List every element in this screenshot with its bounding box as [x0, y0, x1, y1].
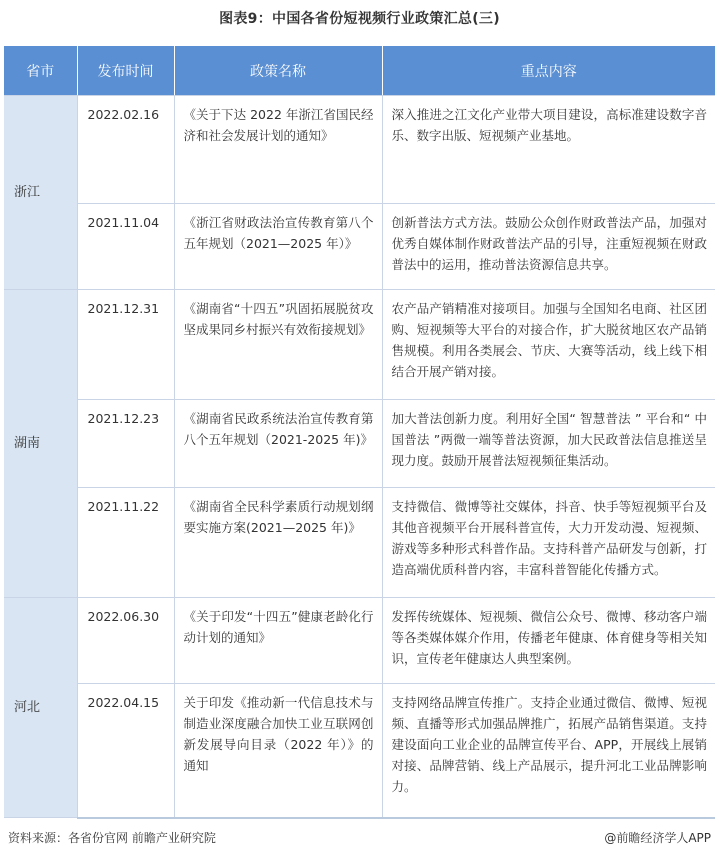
- brand-credit: @前瞻经济学人APP: [604, 831, 711, 845]
- header-content: 重点内容: [382, 46, 715, 96]
- header-policy: 政策名称: [174, 46, 382, 96]
- province-cell: 浙江: [4, 96, 77, 290]
- province-cell: 河北: [4, 598, 77, 818]
- date-cell: 2021.12.31: [77, 290, 174, 400]
- policy-table: [4, 46, 715, 819]
- table-header-row: [4, 46, 715, 96]
- content-cell: 农产品产销精准对接项目。加强与全国知名电商、社区团购、短视频等大平台的对接合作，扩大脱贫地区农产品销售规模。利用各类展会、节庆、大赛等活动，线上线下相结合开展产销对接。: [382, 290, 715, 400]
- content-cell: 支持网络品牌宣传推广。支持企业通过微信、微博、短视频、直播等形式加强品牌推广，拓展产品销售渠道。支持建设面向工业企业的品牌宣传平台、APP，开展线上展销对接、品牌营销、线上产品展示，提升河北工业品牌影响力。: [382, 684, 715, 818]
- date-cell: 2021.12.23: [77, 400, 174, 488]
- table-row: [4, 400, 715, 488]
- content-cell: 加大普法创新力度。利用好全国“ 智慧普法 ” 平台和“ 中国普法 ”两微一端等普法资源，加大民政普法信息推送呈现力度。鼓励开展普法短视频征集活动。: [382, 400, 715, 488]
- content-cell: 深入推进之江文化产业带大项目建设，高标准建设数字音乐、数字出版、短视频产业基地。: [382, 96, 715, 204]
- policy-name-cell: 《浙江省财政法治宣传教育第八个五年规划（2021—2025 年）》: [174, 204, 382, 290]
- policy-name-cell: 关于印发《推动新一代信息技术与制造业深度融合加快工业互联网创新发展导向目录（2022 年）》的通知: [174, 684, 382, 818]
- date-cell: 2022.06.30: [77, 598, 174, 684]
- date-cell: 2022.04.15: [77, 684, 174, 818]
- header-date: 发布时间: [77, 46, 174, 96]
- header-province: 省市: [4, 46, 77, 96]
- table-row: [4, 290, 715, 400]
- content-cell: 发挥传统媒体、短视频、微信公众号、微博、移动客户端等各类媒体媒介作用，传播老年健康、体育健身等相关知识，宣传老年健康达人典型案例。: [382, 598, 715, 684]
- policy-name-cell: 《湖南省全民科学素质行动规划纲要实施方案(2021—2025 年)》: [174, 488, 382, 598]
- date-cell: 2022.02.16: [77, 96, 174, 204]
- table-row: [4, 488, 715, 598]
- date-cell: 2021.11.04: [77, 204, 174, 290]
- province-cell: 湖南: [4, 290, 77, 598]
- source-note: 资料来源：各省份官网 前瞻产业研究院: [8, 831, 216, 845]
- policy-name-cell: 《湖南省民政系统法治宣传教育第八个五年规划（2021-2025 年)》: [174, 400, 382, 488]
- policy-name-cell: 《关于印发“十四五”健康老龄化行动计划的通知》: [174, 598, 382, 684]
- content-cell: 创新普法方式方法。鼓励公众创作财政普法产品，加强对优秀自媒体制作财政普法产品的引导，注重短视频在财政普法中的运用，推动普法资源信息共享。: [382, 204, 715, 290]
- table-row: [4, 684, 715, 818]
- figure-title: 图表9：中国各省份短视频行业政策汇总(三): [219, 11, 500, 27]
- table-row: [4, 96, 715, 204]
- policy-name-cell: 《关于下达 2022 年浙江省国民经济和社会发展计划的通知》: [174, 96, 382, 204]
- date-cell: 2021.11.22: [77, 488, 174, 598]
- content-cell: 支持微信、微博等社交媒体，抖音、快手等短视频平台及其他音视频平台开展科普宣传，大力开发动漫、短视频、游戏等多种形式科普作品。支持科普产品研发与创新，打造高端优质科普内容，丰富科普智能化传播方式。: [382, 488, 715, 598]
- policy-name-cell: 《湖南省“十四五”巩固拓展脱贫攻坚成果同乡村振兴有效衔接规划》: [174, 290, 382, 400]
- table-row: [4, 204, 715, 290]
- table-row: [4, 598, 715, 684]
